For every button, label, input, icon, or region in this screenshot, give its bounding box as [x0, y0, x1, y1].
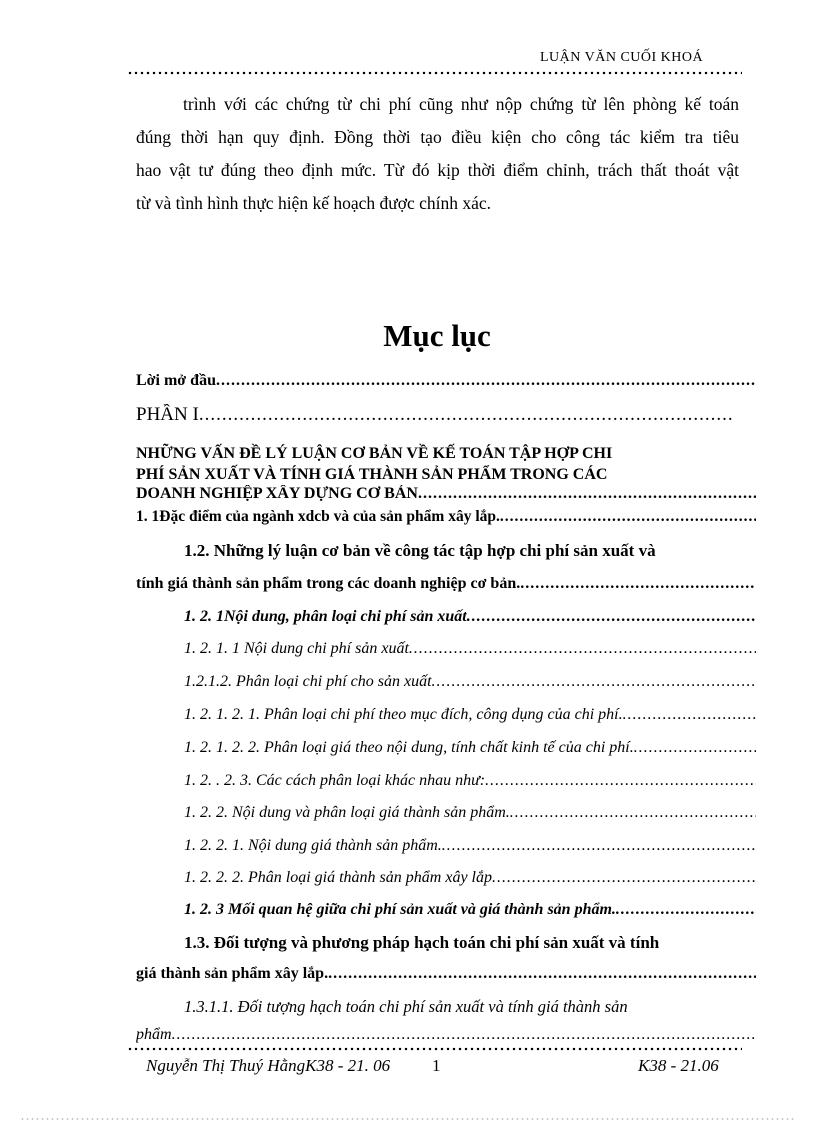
toc-entry-1-2-1-1[interactable]: 1. 2. 1. 1 Nội dung chi phí sản xuất .....: [184, 640, 756, 658]
toc-entry-1-1[interactable]: 1. 1Đặc điểm của ngành xdcb và của sản phẩm xây lắp. .....: [136, 508, 756, 526]
toc-entry-1-2-1-2-2[interactable]: 1. 2. 1. 2. 2. Phân loại giá theo nội dung, tính chất kinh tế của chi phí. .....: [184, 739, 756, 757]
toc-entry-1-2-1-2-1[interactable]: 1. 2. 1. 2. 1. Phân loại chi phí theo mục đích, công dụng của chi phí. .....: [184, 706, 756, 724]
toc-entry-part-heading[interactable]: DOANH NGHIỆP XÂY DỰNG CƠ BẢN .....: [136, 485, 756, 503]
toc-entry-1-2-1-2[interactable]: 1.2.1.2. Phân loại chi phí cho sản xuất .....: [184, 673, 756, 691]
toc-entry-1-2-1[interactable]: 1. 2. 1Nội dung, phân loại chi phí sản xuất .....: [184, 608, 756, 626]
intro-line: đúng thời hạn quy định. Đồng thời tạo điều kiện cho công tác kiểm tra tiêu: [136, 127, 739, 147]
toc-entry-1-2-2-1[interactable]: 1. 2. 2. 1. Nội dung giá thành sản phẩm. .....: [184, 837, 756, 855]
intro-line: trình với các chứng từ chi phí cũng như nộp chứng từ lên phòng kế toán: [183, 94, 739, 114]
toc-entry-phan-1[interactable]: PHẦN I .....: [136, 404, 733, 426]
toc-entry-1-3[interactable]: giá thành sản phẩm xây lắp. .....: [136, 965, 756, 983]
intro-line: từ và tình hình thực hiện kế hoạch được chính xác.: [136, 193, 492, 213]
intro-line: hao vật tư đúng theo định mức. Từ đó kịp thời điểm chỉnh, trách thất thoát vật: [136, 160, 739, 180]
toc-entry-1-3-line1: 1.3. Đối tượng và phương pháp hạch toán chi phí sản xuất và tính: [184, 933, 660, 952]
toc-entry-1-2-3[interactable]: 1. 2. 3 Mối quan hệ giữa chi phí sản xuất và giá thành sản phẩm. .....: [184, 901, 756, 919]
running-header: LUẬN VĂN CUỐI KHOÁ: [540, 50, 704, 65]
footer-class-code: K38 - 21.06: [638, 1056, 719, 1075]
toc-entry-1-2-2-3[interactable]: 1. 2. . 2. 3. Các cách phân loại khác nhau như: .....: [184, 772, 756, 790]
toc-entry-loi-mo-dau[interactable]: Lời mở đầu .....: [136, 372, 756, 390]
toc-entry-1-2-2-2[interactable]: 1. 2. 2. 2. Phân loại giá thành sản phẩm xây lắp .....: [184, 869, 756, 887]
table-of-contents: [136, 0, 756, 1123]
page-edge-dots: [20, 1118, 796, 1120]
footer-divider: [127, 1047, 742, 1051]
toc-part-heading: NHỮNG VẤN ĐỀ LÝ LUẬN CƠ BẢN VỀ KẾ TOÁN TẬP HỢP CHI PHÍ SẢN XUẤT VÀ TÍNH GIÁ THÀNH SẢN PHẨM TRONG CÁC: [136, 445, 613, 483]
toc-entry-1-3-1-1-line1: 1.3.1.1. Đối tượng hạch toán chi phí sản xuất và tính giá thành sản: [184, 997, 628, 1016]
footer-author: Nguyễn Thị Thuý HằngK38 - 21. 06: [146, 1056, 391, 1075]
toc-entry-1-2-line1: 1.2. Những lý luận cơ bản về công tác tập hợp chi phí sản xuất và: [184, 541, 656, 560]
page-number: 1: [432, 1056, 441, 1075]
toc-entry-1-3-1-1[interactable]: phẩm .....: [136, 1026, 756, 1044]
toc-title: Mục lục: [383, 318, 491, 353]
toc-entry-1-2-2[interactable]: 1. 2. 2. Nội dung và phân loại giá thành sản phẩm. .....: [184, 804, 756, 822]
toc-entry-1-2[interactable]: tính giá thành sản phẩm trong các doanh nghiệp cơ bản. .....: [136, 575, 756, 593]
